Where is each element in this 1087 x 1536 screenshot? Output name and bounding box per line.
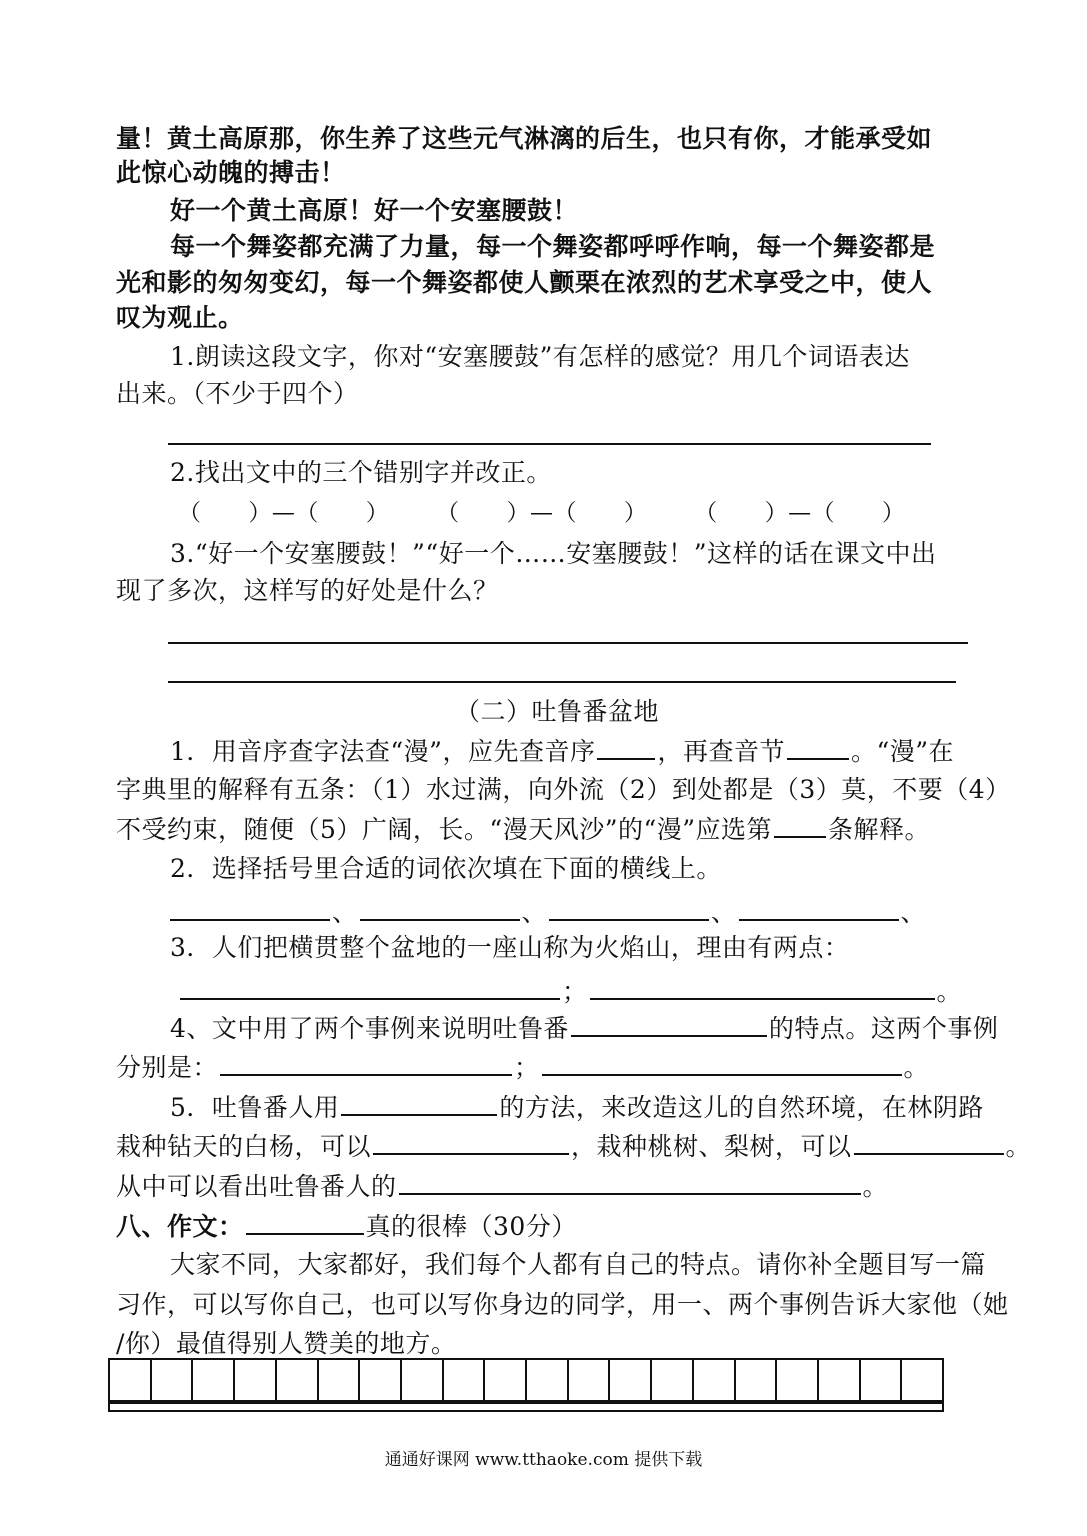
p2-q5-text-b: 的方法，来改造这儿的自然环境，在林阴路: [499, 1093, 984, 1122]
p2-q2-sep-3: 、: [711, 898, 737, 927]
writing-grid-bottom-row: [108, 1402, 944, 1412]
footer-credit: 通通好课网 www.tthaoke.com 提供下载: [384, 1450, 703, 1470]
p2-q2-sep-4: 、: [900, 898, 927, 927]
p2-q1-text-a: 1．用音序查字法查“漫”，应先查音序: [170, 737, 596, 766]
p2-q5-blank-poplar[interactable]: [373, 1131, 569, 1155]
grid-cell[interactable]: [900, 1358, 944, 1402]
p2-q4-line-1: [170, 1013, 998, 1045]
p2-q5-text-e: 。: [1005, 1132, 1032, 1161]
composition-heading-line: [116, 1211, 577, 1243]
composition-instruction-line-2: 习作，可以写你自己，也可以写你身边的同学，用一、两个事例告诉大家他（她: [116, 1290, 1009, 1319]
grid-cell[interactable]: [442, 1358, 484, 1402]
q2-answer-brackets[interactable]: （ ）—（ ） （ ）—（ ） （ ）—（ ）: [178, 500, 906, 526]
composition-heading-tail: 真的很棒（30分）: [365, 1212, 577, 1241]
section-title: （二）吐鲁番盆地: [455, 697, 660, 726]
grid-cell[interactable]: [775, 1358, 817, 1402]
grid-cell[interactable]: [317, 1358, 359, 1402]
p2-q5-text-g: 。: [862, 1172, 889, 1201]
grid-cell[interactable]: [150, 1358, 192, 1402]
p2-q4-text-d: ；: [514, 1053, 540, 1082]
p2-q3-end: 。: [936, 977, 963, 1006]
p2-q5-text-d: ，栽种桃树、梨树，可以: [571, 1132, 852, 1161]
p2-q5-text-c: 栽种钻天的白杨，可以: [116, 1132, 372, 1161]
grid-cell[interactable]: [567, 1358, 609, 1402]
composition-instruction-line-3: /你）最值得别人赞美的地方。: [116, 1329, 457, 1358]
p2-q2-sep-1: 、: [332, 898, 358, 927]
p2-q4-blank-feature[interactable]: [571, 1013, 767, 1037]
passage-line-6: 叹为观止。: [116, 303, 244, 332]
q3-text-line-1: 3.“好一个安塞腰鼓！”“好一个……安塞腰鼓！”这样的话在课文中出: [170, 539, 937, 568]
grid-cell[interactable]: [358, 1358, 400, 1402]
p2-q5-line-2: [116, 1131, 1031, 1163]
p2-q1-line-2: 字典里的解释有五条：（1）水过满，向外流（2）到处都是（3）莫，不要（4）: [116, 775, 1011, 804]
p2-q3-blanks: [178, 976, 962, 1008]
grid-cell[interactable]: [525, 1358, 567, 1402]
grid-cell[interactable]: [859, 1358, 901, 1402]
p2-q5-text-f: 从中可以看出吐鲁番人的: [116, 1172, 397, 1201]
p2-q1-blank-meaning[interactable]: [774, 814, 826, 838]
p2-q5-blank-method[interactable]: [341, 1092, 497, 1116]
grid-cell[interactable]: [817, 1358, 859, 1402]
grid-cell[interactable]: [734, 1358, 776, 1402]
grid-cell[interactable]: [400, 1358, 442, 1402]
p2-q4-blank-example-1[interactable]: [220, 1052, 512, 1076]
grid-cell[interactable]: [483, 1358, 525, 1402]
p2-q5-line-3: [116, 1171, 888, 1203]
composition-instruction-line-1: 大家不同，大家都好，我们每个人都有自己的特点。请你补全题目写一篇: [170, 1250, 987, 1279]
grid-cell[interactable]: [608, 1358, 650, 1402]
p2-q2-blank-3[interactable]: [549, 897, 709, 921]
p2-q2-sep-2: 、: [521, 898, 548, 927]
p2-q4-text-c: 分别是：: [116, 1053, 219, 1082]
p2-q1-text-c: 。“漫”在: [850, 737, 955, 766]
p2-q1-blank-yinxu[interactable]: [597, 736, 655, 760]
p2-q2-blank-1[interactable]: [170, 897, 330, 921]
passage-line-5: 光和影的匆匆变幻，每一个舞姿都使人颤栗在浓烈的艺术享受之中，使人: [116, 268, 933, 297]
p2-q2-blank-2[interactable]: [360, 897, 520, 921]
q3-answer-line-1[interactable]: [168, 642, 968, 644]
q2-text: 2.找出文中的三个错别字并改正。: [170, 458, 552, 487]
grid-cell[interactable]: [650, 1358, 692, 1402]
p2-q2-blank-4[interactable]: [739, 897, 899, 921]
p2-q1-text-b: ，再查音节: [657, 737, 785, 766]
p2-q5-text-a: 5．吐鲁番人用: [170, 1093, 340, 1122]
q1-answer-line[interactable]: [168, 443, 931, 445]
p2-q3-blank-2[interactable]: [590, 976, 935, 1000]
passage-line-3: 好一个黄土高原！好一个安塞腰鼓！: [170, 196, 579, 225]
composition-heading: 八、作文：: [116, 1212, 244, 1241]
passage-line-2: 此惊心动魄的搏击！: [116, 158, 346, 187]
p2-q3-blank-1[interactable]: [180, 976, 560, 1000]
p2-q3-sep: ；: [562, 977, 588, 1006]
grid-cell[interactable]: [275, 1358, 317, 1402]
p2-q1-line-1: [170, 736, 954, 768]
grid-cell[interactable]: [692, 1358, 734, 1402]
p2-q4-text-b: 的特点。这两个事例: [768, 1014, 999, 1043]
q1-text-line-2: 出来。（不少于四个）: [116, 379, 359, 408]
p2-q4-text-a: 4、文中用了两个事例来说明吐鲁番: [170, 1014, 569, 1043]
passage-line-1: 量！黄土高原那，你生养了这些元气淋漓的后生，也只有你，才能承受如: [116, 124, 933, 153]
p2-q4-line-2: [116, 1052, 929, 1084]
p2-q1-text-e: 条解释。: [828, 815, 931, 844]
p2-q1-text-d: 不受约束，随便（5）广阔，长。“漫天风沙”的“漫”应选第: [116, 815, 773, 844]
grid-cell[interactable]: [233, 1358, 275, 1402]
q3-text-line-2: 现了多次，这样写的好处是什么？: [116, 576, 499, 605]
p2-q2-blanks: [168, 897, 926, 929]
q3-answer-line-2[interactable]: [168, 681, 956, 683]
p2-q5-line-1: [170, 1092, 984, 1124]
grid-cell[interactable]: [191, 1358, 233, 1402]
p2-q2-text: 2．选择括号里合适的词依次填在下面的横线上。: [170, 854, 722, 883]
q1-text-line-1: 1.朗读这段文字，你对“安塞腰鼓”有怎样的感觉？用几个词语表达: [170, 342, 910, 371]
p2-q4-blank-example-2[interactable]: [542, 1052, 902, 1076]
p2-q4-text-e: 。: [903, 1053, 930, 1082]
p2-q5-blank-spirit[interactable]: [399, 1171, 861, 1195]
p2-q1-blank-yinjie[interactable]: [787, 736, 849, 760]
p2-q3-text: 3．人们把横贯整个盆地的一座山称为火焰山，理由有两点：: [170, 933, 850, 962]
p2-q5-blank-fruit[interactable]: [854, 1131, 1004, 1155]
composition-title-blank[interactable]: [246, 1211, 364, 1235]
p2-q1-line-3: [116, 814, 930, 846]
passage-line-4: 每一个舞姿都充满了力量，每一个舞姿都呼呼作响，每一个舞姿都是: [170, 232, 936, 261]
grid-cell[interactable]: [108, 1358, 150, 1402]
